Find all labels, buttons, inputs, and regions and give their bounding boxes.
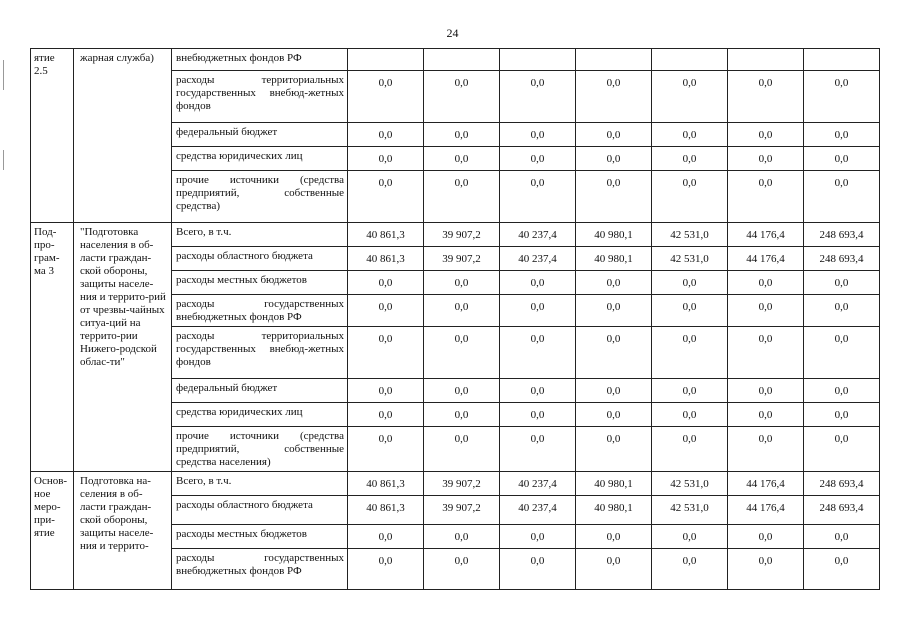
amount-cell: 0,0 — [804, 327, 880, 379]
amount-cell: 0,0 — [500, 171, 576, 223]
funding-source-cell: расходы местных бюджетов — [172, 271, 348, 295]
amount-cell — [348, 49, 424, 71]
amount-cell — [500, 49, 576, 71]
amount-cell: 40 861,3 — [348, 223, 424, 247]
amount-cell: 0,0 — [500, 403, 576, 427]
amount-cell: 39 907,2 — [424, 247, 500, 271]
amount-cell: 0,0 — [576, 171, 652, 223]
amount-cell: 0,0 — [652, 123, 728, 147]
amount-cell — [576, 49, 652, 71]
amount-cell: 0,0 — [424, 427, 500, 472]
amount-cell: 0,0 — [652, 403, 728, 427]
funding-source-cell: внебюджетных фондов РФ — [172, 49, 348, 71]
amount-cell: 0,0 — [728, 295, 804, 327]
amount-cell: 0,0 — [424, 271, 500, 295]
amount-cell: 0,0 — [348, 71, 424, 123]
amount-cell: 0,0 — [804, 123, 880, 147]
amount-cell: 248 693,4 — [804, 472, 880, 496]
amount-cell: 0,0 — [652, 525, 728, 549]
funding-source-cell: средства юридических лиц — [172, 147, 348, 171]
amount-cell: 0,0 — [424, 71, 500, 123]
amount-cell: 0,0 — [804, 379, 880, 403]
amount-cell: 0,0 — [804, 171, 880, 223]
amount-cell: 0,0 — [348, 525, 424, 549]
amount-cell: 0,0 — [576, 427, 652, 472]
amount-cell: 0,0 — [728, 271, 804, 295]
amount-cell: 40 861,3 — [348, 472, 424, 496]
amount-cell: 40 980,1 — [576, 223, 652, 247]
amount-cell: 0,0 — [348, 403, 424, 427]
amount-cell: 0,0 — [576, 525, 652, 549]
funding-source-cell: расходы территориальных государственных внебюд-жетных фондов — [172, 327, 348, 379]
amount-cell: 0,0 — [728, 525, 804, 549]
amount-cell: 0,0 — [500, 271, 576, 295]
amount-cell: 0,0 — [348, 295, 424, 327]
program-stage-cell: ятие 2.5 — [31, 49, 74, 223]
page-number: 24 — [446, 26, 459, 40]
amount-cell: 0,0 — [728, 147, 804, 171]
funding-source-cell: Всего, в т.ч. — [172, 223, 348, 247]
amount-cell: 0,0 — [652, 271, 728, 295]
amount-cell: 0,0 — [424, 123, 500, 147]
amount-cell: 44 176,4 — [728, 247, 804, 271]
amount-cell: 0,0 — [652, 379, 728, 403]
amount-cell: 0,0 — [576, 327, 652, 379]
amount-cell: 0,0 — [576, 123, 652, 147]
amount-cell: 0,0 — [424, 525, 500, 549]
amount-cell: 42 531,0 — [652, 472, 728, 496]
amount-cell: 40 237,4 — [500, 472, 576, 496]
amount-cell: 0,0 — [424, 327, 500, 379]
amount-cell: 0,0 — [576, 71, 652, 123]
funding-source-cell: прочие источники (средства предприятий, собственные средства населения) — [172, 427, 348, 472]
amount-cell: 0,0 — [728, 71, 804, 123]
amount-cell: 40 861,3 — [348, 247, 424, 271]
scan-margin-mark — [3, 150, 4, 170]
amount-cell: 44 176,4 — [728, 223, 804, 247]
amount-cell — [804, 49, 880, 71]
amount-cell: 0,0 — [652, 71, 728, 123]
amount-cell: 40 980,1 — [576, 247, 652, 271]
amount-cell: 0,0 — [348, 123, 424, 147]
amount-cell: 0,0 — [728, 379, 804, 403]
amount-cell: 0,0 — [576, 295, 652, 327]
amount-cell: 0,0 — [348, 171, 424, 223]
amount-cell: 0,0 — [728, 427, 804, 472]
amount-cell: 0,0 — [348, 427, 424, 472]
amount-cell: 44 176,4 — [728, 496, 804, 525]
amount-cell: 40 980,1 — [576, 496, 652, 525]
amount-cell: 40 237,4 — [500, 223, 576, 247]
amount-cell: 0,0 — [500, 549, 576, 590]
amount-cell: 40 980,1 — [576, 472, 652, 496]
funding-source-cell: средства юридических лиц — [172, 403, 348, 427]
amount-cell: 0,0 — [728, 403, 804, 427]
amount-cell: 0,0 — [652, 171, 728, 223]
amount-cell: 0,0 — [652, 549, 728, 590]
amount-cell: 0,0 — [424, 171, 500, 223]
amount-cell: 0,0 — [348, 549, 424, 590]
amount-cell: 0,0 — [500, 525, 576, 549]
funding-source-cell: расходы государственных внебюджетных фондов РФ — [172, 549, 348, 590]
amount-cell: 39 907,2 — [424, 472, 500, 496]
amount-cell: 0,0 — [576, 379, 652, 403]
amount-cell: 42 531,0 — [652, 247, 728, 271]
amount-cell: 0,0 — [500, 327, 576, 379]
funding-source-cell: расходы территориальных государственных внебюд-жетных фондов — [172, 71, 348, 123]
funding-source-cell: расходы областного бюджета — [172, 247, 348, 271]
amount-cell: 0,0 — [728, 123, 804, 147]
amount-cell: 0,0 — [728, 549, 804, 590]
amount-cell: 0,0 — [424, 147, 500, 171]
program-stage-cell: Под-про-грам-ма 3 — [31, 223, 74, 472]
amount-cell: 0,0 — [652, 295, 728, 327]
amount-cell: 0,0 — [348, 379, 424, 403]
amount-cell: 0,0 — [500, 147, 576, 171]
amount-cell: 248 693,4 — [804, 247, 880, 271]
amount-cell: 39 907,2 — [424, 496, 500, 525]
amount-cell: 0,0 — [424, 379, 500, 403]
amount-cell: 40 861,3 — [348, 496, 424, 525]
amount-cell: 0,0 — [500, 427, 576, 472]
program-name-cell: жарная служба) — [74, 49, 172, 223]
scan-margin-mark — [3, 60, 4, 90]
program-stage-cell: Основ-ное меро-при-ятие — [31, 472, 74, 590]
amount-cell: 42 531,0 — [652, 496, 728, 525]
amount-cell: 0,0 — [500, 71, 576, 123]
amount-cell: 0,0 — [804, 403, 880, 427]
funding-source-cell: расходы местных бюджетов — [172, 525, 348, 549]
amount-cell: 0,0 — [576, 147, 652, 171]
amount-cell: 0,0 — [652, 147, 728, 171]
funding-source-cell: прочие источники (средства предприятий, собственные средства) — [172, 171, 348, 223]
table-row — [31, 223, 880, 247]
amount-cell: 0,0 — [804, 71, 880, 123]
amount-cell: 40 237,4 — [500, 496, 576, 525]
amount-cell: 40 237,4 — [500, 247, 576, 271]
amount-cell: 0,0 — [424, 403, 500, 427]
amount-cell: 0,0 — [424, 295, 500, 327]
amount-cell: 0,0 — [728, 171, 804, 223]
amount-cell: 0,0 — [652, 427, 728, 472]
amount-cell: 0,0 — [348, 327, 424, 379]
amount-cell: 0,0 — [804, 525, 880, 549]
amount-cell: 42 531,0 — [652, 223, 728, 247]
funding-source-cell: расходы областного бюджета — [172, 496, 348, 525]
amount-cell: 0,0 — [804, 295, 880, 327]
amount-cell: 0,0 — [500, 295, 576, 327]
amount-cell: 0,0 — [804, 147, 880, 171]
amount-cell: 0,0 — [576, 549, 652, 590]
amount-cell: 44 176,4 — [728, 472, 804, 496]
table-row — [31, 472, 880, 496]
amount-cell — [424, 49, 500, 71]
amount-cell: 248 693,4 — [804, 496, 880, 525]
amount-cell: 0,0 — [500, 379, 576, 403]
amount-cell: 0,0 — [728, 327, 804, 379]
program-name-cell: "Подготовка населения в об-ласти граждан-ской обороны, защиты населе-ния и террито-рий от чрезвы-чайных ситуа-ций на террито-рии Нижего-родской облас-ти" — [74, 223, 172, 472]
amount-cell: 248 693,4 — [804, 223, 880, 247]
amount-cell: 0,0 — [348, 271, 424, 295]
table-row — [31, 49, 880, 71]
funding-source-cell: федеральный бюджет — [172, 123, 348, 147]
funding-source-cell: федеральный бюджет — [172, 379, 348, 403]
funding-source-cell: Всего, в т.ч. — [172, 472, 348, 496]
amount-cell — [728, 49, 804, 71]
amount-cell: 0,0 — [576, 403, 652, 427]
program-name-cell: Подготовка на-селения в об-ласти граждан-ской обороны, защиты населе-ния и террито- — [74, 472, 172, 590]
amount-cell: 39 907,2 — [424, 223, 500, 247]
amount-cell: 0,0 — [652, 327, 728, 379]
amount-cell — [652, 49, 728, 71]
amount-cell: 0,0 — [804, 427, 880, 472]
funding-source-cell: расходы государственных внебюджетных фондов РФ — [172, 295, 348, 327]
amount-cell: 0,0 — [804, 549, 880, 590]
amount-cell: 0,0 — [424, 549, 500, 590]
budget-table — [30, 48, 880, 590]
amount-cell: 0,0 — [576, 271, 652, 295]
amount-cell: 0,0 — [348, 147, 424, 171]
table-body — [31, 49, 880, 590]
amount-cell: 0,0 — [804, 271, 880, 295]
amount-cell: 0,0 — [500, 123, 576, 147]
